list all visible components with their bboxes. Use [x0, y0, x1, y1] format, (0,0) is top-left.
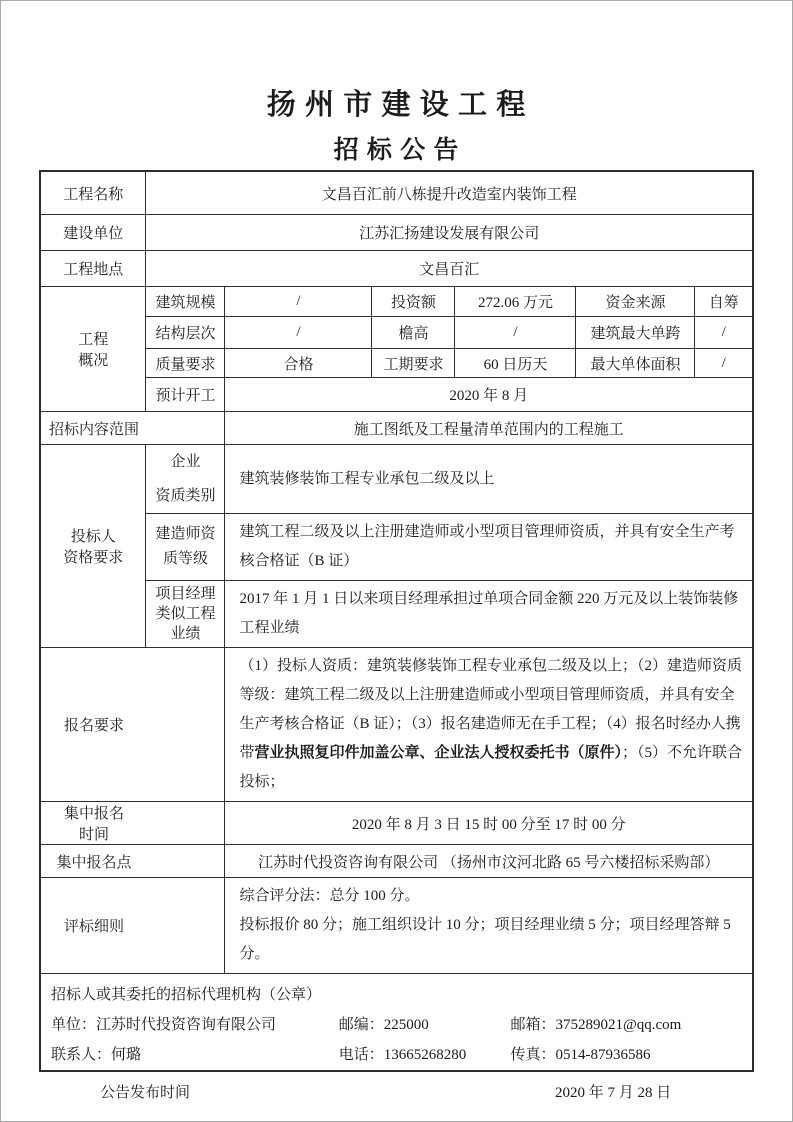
field-value: 合格 — [225, 349, 372, 378]
constructor-qualification-label — [146, 514, 225, 581]
registration-text-bold: 营业执照复印件加盖公章、企业法人授权委托书（原件） — [254, 745, 622, 762]
overview-section-label — [40, 287, 146, 412]
tender-scope-value: 施工图纸及工程量清单范围内的工程施工 — [225, 412, 753, 445]
expected-start-label: 预计开工 — [146, 378, 225, 412]
field-label: 檐高 — [372, 317, 455, 349]
row-evaluation-rules — [40, 878, 753, 974]
construction-unit-value: 江苏汇扬建设发展有限公司 — [146, 215, 753, 251]
agency-contact: 联系人：何璐 — [50, 1047, 141, 1064]
tender-scope-label-cell — [40, 412, 225, 445]
registration-label-cell — [40, 648, 225, 802]
expected-start-value: 2020 年 8 月 — [225, 378, 753, 412]
field-value: / — [455, 317, 576, 349]
row-tender-scope — [40, 412, 753, 445]
registration-time-label — [41, 802, 147, 844]
registration-place-value: 江苏时代投资咨询有限公司 （扬州市汶河北路 65 号六楼招标采购部） — [225, 845, 753, 878]
field-value: / — [695, 349, 753, 378]
registration-time-value: 2020 年 8 月 3 日 15 时 00 分至 17 时 00 分 — [225, 802, 753, 845]
enterprise-qualification-label — [146, 445, 225, 514]
field-label: 质量要求 — [146, 349, 225, 378]
field-label: 结构层次 — [146, 317, 225, 349]
agency-row-2 — [51, 1040, 742, 1070]
row-overview-2 — [40, 317, 753, 349]
agency-fax: 传真：0514-87936586 — [510, 1047, 651, 1064]
project-location-label: 工程地点 — [40, 251, 146, 287]
registration-text-post: ；（5）不允许联合投标； — [239, 745, 742, 791]
field-label: 最大单体面积 — [576, 349, 695, 378]
registration-place-label: 集中报名点 — [56, 854, 132, 871]
project-name-value: 文昌百汇前八栋提升改造室内装饰工程 — [146, 171, 753, 215]
evaluation-label-cell — [40, 878, 225, 974]
enterprise-qualification-value — [225, 445, 753, 514]
agency-phone: 电话：13665268280 — [338, 1047, 467, 1064]
row-qualification-enterprise — [40, 445, 753, 514]
project-location-value: 文昌百汇 — [146, 251, 753, 287]
label-line: 建造师资 — [155, 526, 216, 543]
qualification-label-line2: 资格要求 — [63, 550, 124, 567]
label-line: 时间 — [78, 827, 109, 844]
row-project-location — [40, 251, 753, 287]
publish-date: 2020 年 7 月 28 日 — [555, 1085, 672, 1102]
agency-unit: 单位：江苏时代投资咨询有限公司 — [50, 1017, 276, 1034]
overview-label-line2: 概况 — [78, 353, 109, 370]
row-tender-agency — [40, 974, 753, 1072]
registration-time-label-cell — [40, 802, 225, 845]
evaluation-line1: 综合评分法：总分 100 分。 — [239, 888, 420, 905]
field-value: / — [225, 317, 372, 349]
field-label: 投资额 — [372, 287, 455, 317]
row-qualification-constructor — [40, 514, 753, 581]
agency-postcode: 邮编：225000 — [338, 1017, 429, 1034]
label-line: 质等级 — [162, 551, 208, 568]
field-label: 建筑最大单跨 — [576, 317, 695, 349]
registration-text — [239, 652, 744, 797]
tender-scope-label: 招标内容范围 — [48, 421, 139, 438]
label-line: 类似工程 — [155, 606, 216, 623]
registration-text-pre: （1）投标人资质：建筑装修装饰工程专业承包二级及以上；（2）建造师资质等级：建筑工程二级及以上注册建造师或小型项目管理师资质，并具有安全生产考核合格证（B 证）；（3）报名建造师无在手工程；（4）报名时经办人携带 — [239, 658, 742, 762]
field-value: / — [695, 317, 753, 349]
field-value: 60 日历天 — [455, 349, 576, 378]
announcement-footer — [40, 1081, 753, 1103]
registration-place-label-cell — [40, 845, 225, 878]
field-label: 资金来源 — [576, 287, 695, 317]
agency-block — [43, 974, 750, 1070]
agency-row-1 — [51, 1010, 742, 1040]
pm-performance-label — [146, 581, 225, 648]
evaluation-line2: 投标报价 80 分；施工组织设计 10 分；项目经理业绩 5 分；项目经理答辩 5 分。 — [239, 917, 731, 963]
project-name-label: 工程名称 — [40, 171, 146, 215]
registration-label: 报名要求 — [63, 718, 124, 735]
label-line: 项目经理 — [155, 586, 216, 603]
pm-performance-value — [225, 581, 753, 648]
qualification-section-label — [40, 445, 146, 648]
evaluation-label: 评标细则 — [63, 919, 124, 936]
row-construction-unit — [40, 215, 753, 251]
qualification-label-line1: 投标人 — [70, 529, 116, 546]
agency-heading: 招标人或其委托的招标代理机构（公章） — [50, 987, 321, 1004]
evaluation-rules-value — [225, 878, 753, 974]
label-line: 资质类别 — [155, 488, 216, 505]
content-text: 建筑装修装饰工程专业承包二级及以上 — [239, 470, 495, 487]
field-value: / — [225, 287, 372, 317]
content-text: 建筑工程二级及以上注册建造师或小型项目管理师资质，并具有安全生产考核合格证（B 证） — [239, 524, 735, 570]
agency-email: 邮箱：375289021@qq.com — [510, 1017, 682, 1034]
row-qualification-pm-performance — [40, 581, 753, 648]
constructor-qualification-value — [225, 514, 753, 581]
page-title: 扬 州 市 建 设 工 程 — [266, 89, 527, 121]
overview-label-line1: 工程 — [78, 332, 109, 349]
row-registration-time — [40, 802, 753, 845]
publish-time-label: 公告发布时间 — [100, 1085, 191, 1102]
tender-agency-cell — [40, 974, 753, 1072]
registration-requirements-value — [225, 648, 753, 802]
row-expected-start — [40, 378, 753, 412]
label-line: 业绩 — [170, 626, 201, 643]
row-overview-3 — [40, 349, 753, 378]
tender-announcement-table — [39, 170, 754, 1073]
row-registration-requirements — [40, 648, 753, 802]
row-registration-place — [40, 845, 753, 878]
row-overview-1 — [40, 287, 753, 317]
field-label: 建筑规模 — [146, 287, 225, 317]
row-project-name — [40, 171, 753, 215]
field-label: 工期要求 — [372, 349, 455, 378]
field-value: 自筹 — [695, 287, 753, 317]
page-subtitle: 招 标 公 告 — [333, 137, 460, 165]
construction-unit-label: 建设单位 — [40, 215, 146, 251]
content-text: 2017 年 1 月 1 日以来项目经理承担过单项合同金额 220 万元及以上装饰装修工程业绩 — [239, 591, 739, 637]
label-line: 集中报名 — [63, 806, 124, 823]
field-value: 272.06 万元 — [455, 287, 576, 317]
label-line: 企业 — [170, 454, 201, 471]
